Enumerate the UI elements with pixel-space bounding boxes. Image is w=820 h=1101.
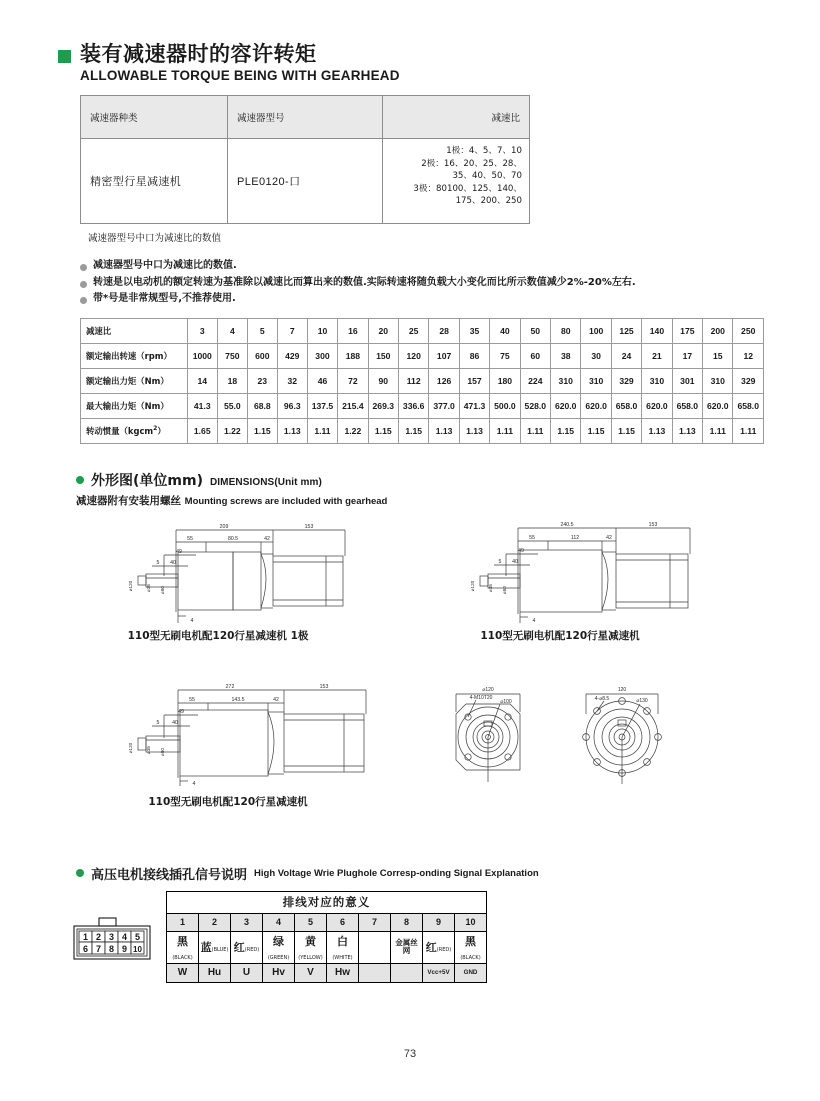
wire-color-cn: 绿	[273, 934, 284, 948]
row-label-inertia	[81, 418, 188, 443]
cell-speed: 12	[733, 343, 764, 368]
cell-ratio: 20	[368, 318, 398, 343]
cell-rated-torque: 329	[733, 368, 764, 393]
pin-number: 5	[295, 913, 327, 931]
cell-max-torque: 269.3	[368, 393, 398, 418]
cell-speed: 38	[551, 343, 581, 368]
note-text: 带*号是非常规型号,不推荐使用.	[93, 293, 236, 305]
cell-speed: 86	[459, 343, 489, 368]
ratio-line-4: 3极：80100、125、140、	[413, 183, 522, 194]
connector-pin: 10	[133, 944, 142, 954]
signal-name: V	[295, 963, 327, 982]
green-dot-icon	[76, 869, 84, 877]
cell-inertia: 1.22	[217, 418, 247, 443]
signal-name	[391, 963, 423, 982]
cell-inertia: 1.13	[459, 418, 489, 443]
cell-speed: 188	[338, 343, 368, 368]
wire-color-en: (BLACK)	[460, 954, 481, 961]
cell-rated-torque: 301	[672, 368, 702, 393]
cell-ratio: 3	[187, 318, 217, 343]
flange-holes-label: 4-⌀8.5	[594, 695, 610, 702]
note-text: 转速是以电动机的额定转速为基准除以减速比而算出来的数值.实际转速将随负载大小变化而比所示数值减少2%-20%左右.	[93, 276, 636, 288]
cell-speed: 750	[217, 343, 247, 368]
dim-d5: 5	[156, 559, 160, 566]
connector-pin: 8	[108, 943, 115, 954]
cell-inertia: 1.11	[307, 418, 337, 443]
flange-view-1	[448, 674, 558, 792]
wire-color-en: (GREEN)	[267, 954, 290, 961]
cell-rated-torque: 72	[338, 368, 368, 393]
cell-rated-torque: 180	[490, 368, 520, 393]
cell-speed: 429	[277, 343, 307, 368]
cell-max-torque: 658.0	[733, 393, 764, 418]
flange-top-label: 120	[617, 686, 627, 693]
connector-pin: 9	[121, 943, 128, 954]
square-bullet-icon	[58, 50, 71, 63]
cell-ratio: 35	[459, 318, 489, 343]
flange-holes-label: 4-M10T20	[469, 694, 493, 701]
cell-inertia: 1.11	[490, 418, 520, 443]
cell-max-torque: 620.0	[703, 393, 733, 418]
gearhead-table	[80, 95, 530, 224]
signal-name: GND	[455, 963, 487, 982]
row-label-speed: 额定输出转速（rpm）	[81, 343, 188, 368]
dim-d6: 40	[512, 558, 518, 565]
cell-max-torque: 68.8	[247, 393, 277, 418]
pin-number: 9	[423, 913, 455, 931]
cell-max-torque: 96.3	[277, 393, 307, 418]
note-text: 减速器型号中口为减速比的数值.	[93, 260, 237, 272]
dim-right: 153	[304, 523, 314, 530]
wire-color-en: (YELLOW)	[298, 954, 323, 961]
cell-speed: 107	[429, 343, 459, 368]
wire-color-cn: 白	[337, 934, 348, 948]
dimensions-subtitle	[76, 493, 764, 508]
cell-max-torque: 215.4	[338, 393, 368, 418]
dim-dia-big: ⌀120	[128, 580, 133, 591]
wire-color-en: (RED)	[436, 947, 452, 954]
dimensions-subtitle-cn: 减速器附有安装用螺丝	[76, 494, 181, 507]
note-item	[80, 260, 764, 273]
connector-pin: 1	[82, 931, 89, 942]
header-gear-type: 减速器种类	[81, 96, 228, 139]
pin-number: 1	[167, 913, 199, 931]
cell-speed: 300	[307, 343, 337, 368]
flange-bore-label: ⌀100	[500, 698, 512, 705]
cell-rated-torque: 310	[703, 368, 733, 393]
dimensions-header	[76, 470, 764, 490]
wire-color-cn: 黄	[305, 934, 316, 948]
dim-dia-small: ⌀80	[502, 585, 507, 594]
cell-gear-model: PLE0120-口	[228, 139, 383, 224]
drawing-2	[410, 520, 710, 642]
table-row-ratio	[81, 318, 764, 343]
cell-max-torque: 528.0	[520, 393, 550, 418]
cell-rated-torque: 310	[551, 368, 581, 393]
cell-ratio: 7	[277, 318, 307, 343]
signal-name: Hw	[327, 963, 359, 982]
drawing-2-caption: 110型无刷电机配120行星减速机	[480, 629, 640, 642]
cell-rated-torque: 32	[277, 368, 307, 393]
pin-number: 8	[391, 913, 423, 931]
pin-number: 3	[231, 913, 263, 931]
cell-max-torque: 336.6	[398, 393, 428, 418]
dim-total: 272	[225, 683, 235, 690]
dim-dia-big: ⌀120	[470, 580, 475, 591]
connector-diagram	[72, 917, 154, 961]
cell-ratio: 50	[520, 318, 550, 343]
cell-speed: 24	[611, 343, 641, 368]
table-header-row	[81, 96, 530, 139]
cell-speed: 21	[642, 343, 672, 368]
wire-color	[167, 931, 199, 963]
dim-d2: 80.5	[227, 535, 239, 542]
cell-ratio: 200	[703, 318, 733, 343]
cell-speed: 15	[703, 343, 733, 368]
dim-dia-mid: ⌀35	[146, 745, 151, 754]
cell-ratio: 125	[611, 318, 641, 343]
cell-max-torque: 620.0	[581, 393, 611, 418]
bullet-dot-icon	[80, 281, 87, 288]
dim-total: 209	[219, 523, 229, 530]
cell-inertia: 1.15	[368, 418, 398, 443]
dim-d4: 49	[178, 708, 184, 715]
row-label-rated-torque: 额定输出力矩（Nm）	[81, 368, 188, 393]
dim-d3: 42	[264, 535, 270, 542]
wiring-title-en: High Voltage Wrie Plughole Corresp-onding Signal Explanation	[254, 867, 539, 879]
wire-color	[231, 931, 263, 963]
flange-view-2	[570, 674, 690, 792]
cell-speed: 600	[247, 343, 277, 368]
cell-ratio: 10	[307, 318, 337, 343]
dim-dia-mid: ⌀35	[146, 583, 151, 592]
dim-d1: 55	[189, 696, 195, 703]
cell-ratio: 80	[551, 318, 581, 343]
cell-ratio: 250	[733, 318, 764, 343]
cell-speed: 1000	[187, 343, 217, 368]
cell-inertia: 1.15	[247, 418, 277, 443]
wiring-body	[58, 891, 764, 979]
dim-d4: 49	[176, 548, 182, 555]
cell-speed: 17	[672, 343, 702, 368]
inertia-tail: ）	[157, 425, 166, 436]
drawing-1-caption: 110型无刷电机配120行星减速机 1极	[127, 629, 309, 642]
dim-d4: 49	[518, 547, 524, 554]
gear-table-footnote: 减速器型号中口为减速比的数值	[88, 233, 222, 245]
cell-rated-torque: 329	[611, 368, 641, 393]
specification-table	[80, 318, 764, 444]
bullet-dot-icon	[80, 264, 87, 271]
row-label-inertia-text: 转动惯量（kgcm	[86, 425, 154, 436]
cell-ratio: 175	[672, 318, 702, 343]
pin-number: 6	[327, 913, 359, 931]
cell-rated-torque: 310	[642, 368, 672, 393]
wire-color	[199, 931, 231, 963]
dim-d5: 5	[156, 719, 160, 726]
wire-color	[327, 931, 359, 963]
wire-color	[263, 931, 295, 963]
table-row-speed	[81, 343, 764, 368]
cell-ratio: 100	[581, 318, 611, 343]
ratio-line-5: 175、200、250	[455, 195, 522, 206]
cell-max-torque: 377.0	[429, 393, 459, 418]
wire-color-cn: 黑	[465, 934, 476, 948]
wire-color-en: (RED)	[244, 947, 260, 954]
wire-color-en: (BLACK)	[172, 954, 193, 961]
wire-color	[359, 931, 391, 963]
dim-d3: 42	[273, 696, 279, 703]
pin-number: 10	[455, 913, 487, 931]
cell-speed: 30	[581, 343, 611, 368]
cell-ratio: 4	[217, 318, 247, 343]
wiring-color-row	[167, 931, 487, 963]
cell-max-torque: 500.0	[490, 393, 520, 418]
dim-d1: 55	[187, 535, 193, 542]
signal-name: U	[231, 963, 263, 982]
drawing-1	[68, 520, 368, 642]
connector-pin: 5	[134, 931, 141, 942]
dimensions-title-cn: 外形图(单位mm)	[91, 472, 203, 489]
wire-color: 金属丝网	[391, 931, 423, 963]
dim-right: 153	[648, 521, 658, 528]
connector-pin: 4	[121, 931, 128, 942]
dim-dia-mid: ⌀35	[488, 583, 493, 592]
cell-max-torque: 620.0	[551, 393, 581, 418]
cell-ratio: 25	[398, 318, 428, 343]
note-item	[80, 277, 764, 290]
dim-dia-big: ⌀120	[128, 742, 133, 753]
cell-rated-torque: 126	[429, 368, 459, 393]
row-label-max-torque: 最大输出力矩（Nm）	[81, 393, 188, 418]
table-row	[81, 139, 530, 224]
signal-name	[359, 963, 391, 982]
cell-max-torque: 55.0	[217, 393, 247, 418]
header-gear-model: 减速器型号	[228, 96, 383, 139]
wiring-title-cn: 高压电机接线插孔信号说明	[91, 867, 248, 883]
bullet-dot-icon	[80, 297, 87, 304]
signal-name: Vcc+5V	[423, 963, 455, 982]
dimensions-title-en: DIMENSIONS(Unit mm)	[209, 476, 322, 488]
dim-d2: 143.5	[231, 696, 245, 703]
cell-inertia: 1.15	[551, 418, 581, 443]
cell-inertia: 1.15	[611, 418, 641, 443]
row-label-ratio: 减速比	[81, 318, 188, 343]
cell-inertia: 1.13	[642, 418, 672, 443]
cell-gear-ratios	[383, 139, 530, 224]
wiring-pin-row	[167, 913, 487, 931]
flange-bore-label: ⌀130	[636, 697, 648, 704]
drawing-row-1	[58, 520, 764, 660]
connector-pin: 7	[95, 943, 102, 954]
cell-inertia: 1.11	[703, 418, 733, 443]
dim-total: 240.5	[560, 521, 574, 528]
connector-pin: 6	[82, 943, 89, 954]
drawing-row-2	[58, 682, 764, 842]
wiring-title-row	[167, 891, 487, 913]
notes-list	[80, 260, 764, 306]
cell-max-torque: 41.3	[187, 393, 217, 418]
signal-name: Hv	[263, 963, 295, 982]
cell-inertia: 1.13	[672, 418, 702, 443]
inertia-sup: 2	[153, 424, 158, 432]
wire-color-cn: 红	[425, 941, 437, 955]
dim-right: 153	[319, 683, 329, 690]
signal-name: W	[167, 963, 199, 982]
drawing-3	[68, 682, 388, 808]
dim-dia-small: ⌀80	[160, 747, 165, 756]
wire-color	[423, 931, 455, 963]
wire-color-en: (WHITE)	[332, 954, 353, 961]
wire-color	[295, 931, 327, 963]
dim-d7: 4	[532, 617, 536, 624]
cell-rated-torque: 14	[187, 368, 217, 393]
cell-inertia: 1.11	[733, 418, 764, 443]
dim-d1: 55	[529, 534, 535, 541]
cell-ratio: 5	[247, 318, 277, 343]
cell-inertia: 1.22	[338, 418, 368, 443]
ratio-line-2: 2极：16、20、25、28、	[421, 158, 522, 169]
dim-d3: 42	[606, 534, 612, 541]
wire-color-cn: 黑	[177, 934, 188, 948]
wire-color-cn: 红	[233, 941, 245, 955]
cell-max-torque: 658.0	[672, 393, 702, 418]
dim-dia-small: ⌀80	[160, 585, 165, 594]
table-row-inertia	[81, 418, 764, 443]
cell-inertia: 1.15	[581, 418, 611, 443]
wire-color-en: (BLUE)	[211, 947, 229, 954]
dim-d2: 112	[570, 534, 580, 541]
cell-rated-torque: 310	[581, 368, 611, 393]
cell-inertia: 1.15	[398, 418, 428, 443]
cell-max-torque: 658.0	[611, 393, 641, 418]
header-gear-ratio: 减速比	[383, 96, 530, 139]
connector-pin: 2	[95, 931, 102, 942]
table-row-rated-torque	[81, 368, 764, 393]
cell-rated-torque: 18	[217, 368, 247, 393]
wiring-table	[166, 891, 487, 983]
dimensions-subtitle-en: Mounting screws are included with gearhead	[184, 495, 388, 507]
wiring-signal-row	[167, 963, 487, 982]
cell-max-torque: 620.0	[642, 393, 672, 418]
pin-number: 2	[199, 913, 231, 931]
cell-max-torque: 137.5	[307, 393, 337, 418]
wire-color	[455, 931, 487, 963]
cell-speed: 120	[398, 343, 428, 368]
dim-d7: 4	[190, 617, 194, 624]
cell-speed: 60	[520, 343, 550, 368]
cell-ratio: 28	[429, 318, 459, 343]
pin-number: 4	[263, 913, 295, 931]
green-dot-icon	[76, 476, 84, 484]
signal-name: Hu	[199, 963, 231, 982]
pin-number: 7	[359, 913, 391, 931]
section-title-en: ALLOWABLE TORQUE BEING WITH GEARHEAD	[80, 68, 400, 84]
cell-inertia: 1.13	[429, 418, 459, 443]
cell-gear-type: 精密型行星减速机	[81, 139, 228, 224]
wiring-header	[76, 864, 764, 883]
drawing-3-caption: 110型无刷电机配120行星减速机	[148, 795, 308, 808]
cell-rated-torque: 90	[368, 368, 398, 393]
ratio-line-1: 1极：4、5、7、10	[446, 146, 522, 157]
cell-inertia: 1.65	[187, 418, 217, 443]
dim-d7: 4	[192, 780, 196, 787]
wire-color-cn: 蓝	[200, 941, 212, 955]
cell-rated-torque: 157	[459, 368, 489, 393]
dim-d6: 40	[170, 559, 176, 566]
flange-top-label: ⌀120	[482, 686, 494, 693]
cell-ratio: 140	[642, 318, 672, 343]
section-title-cn: 装有减速器时的容许转矩	[80, 42, 317, 66]
dim-d5: 5	[498, 558, 502, 565]
cell-rated-torque: 46	[307, 368, 337, 393]
connector-pin: 3	[108, 931, 115, 942]
cell-speed: 75	[490, 343, 520, 368]
cell-rated-torque: 224	[520, 368, 550, 393]
cell-rated-torque: 112	[398, 368, 428, 393]
cell-ratio: 16	[338, 318, 368, 343]
cell-rated-torque: 23	[247, 368, 277, 393]
cell-speed: 150	[368, 343, 398, 368]
cell-inertia: 1.11	[520, 418, 550, 443]
table-row-max-torque	[81, 393, 764, 418]
page-number: 73	[403, 1048, 417, 1060]
wiring-table-title: 排线对应的意义	[167, 891, 487, 913]
ratio-line-3: 35、40、50、70	[452, 171, 522, 182]
cell-max-torque: 471.3	[459, 393, 489, 418]
cell-inertia: 1.13	[277, 418, 307, 443]
dim-d6: 40	[172, 719, 178, 726]
cell-ratio: 40	[490, 318, 520, 343]
section-title	[58, 42, 764, 66]
note-item	[80, 293, 764, 306]
